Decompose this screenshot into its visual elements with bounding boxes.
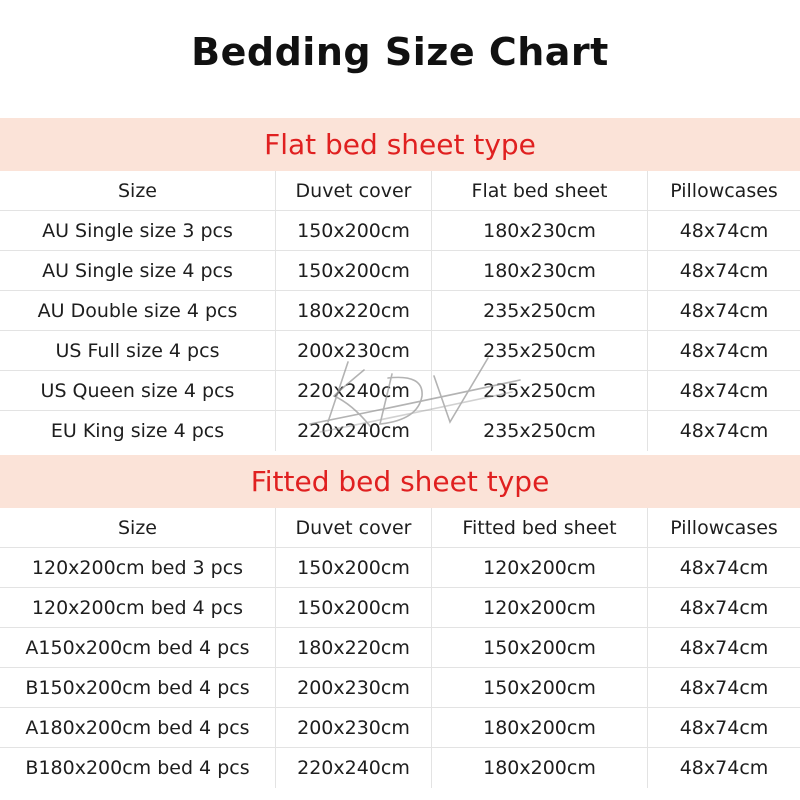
table-cell: 48x74cm	[679, 757, 769, 779]
table-cell: 235x250cm	[432, 371, 648, 411]
table-cell: A180x200cm bed 4 pcs	[0, 708, 276, 748]
table-cell: 235x250cm	[432, 411, 648, 451]
table-cell: 235x250cm	[432, 291, 648, 331]
table-cell: 220x240cm	[276, 371, 432, 411]
table-cell: US Queen size 4 pcs	[0, 371, 276, 411]
table-cell: 48x74cm	[648, 548, 800, 588]
page-title: Bedding Size Chart	[191, 30, 609, 74]
table-cell: 200x230cm	[276, 331, 432, 371]
table-cell: 48x74cm	[648, 211, 800, 251]
table-cell: 180x200cm	[432, 708, 648, 748]
table-cell: 180x220cm	[276, 628, 432, 668]
section-heading-fitted	[0, 455, 800, 508]
table-cell: 48x74cm	[648, 628, 800, 668]
table-cell: 48x74cm	[648, 668, 800, 708]
table-cell: AU Double size 4 pcs	[0, 291, 276, 331]
table-cell: 150x200cm	[276, 548, 432, 588]
table-cell: B150x200cm bed 4 pcs	[0, 668, 276, 708]
table-cell: 120x200cm	[432, 548, 648, 588]
table-cell: 120x200cm bed 4 pcs	[0, 588, 276, 628]
table-cell: 180x200cm	[432, 748, 648, 788]
table-cell: 48x74cm	[679, 420, 769, 442]
table-cell: 150x200cm	[276, 211, 432, 251]
section-heading-flat	[0, 118, 800, 171]
table-cell: 48x74cm	[648, 251, 800, 291]
table-cell: 120x200cm	[432, 588, 648, 628]
table-cell: 150x200cm	[276, 251, 432, 291]
table-cell: 48x74cm	[648, 331, 800, 371]
table-cell: 200x230cm	[276, 668, 432, 708]
column-header: Pillowcases	[648, 508, 800, 548]
column-header: Fitted bed sheet	[432, 508, 648, 548]
flat-sheet-table	[0, 171, 800, 451]
table-cell: 180x220cm	[276, 291, 432, 331]
table-cell: 48x74cm	[648, 291, 800, 331]
table-cell: 235x250cm	[432, 331, 648, 371]
table-cell: EU King size 4 pcs	[0, 411, 276, 451]
table-cell: 200x230cm	[276, 708, 432, 748]
table-cell: 48x74cm	[648, 588, 800, 628]
section-heading-label: Flat bed sheet type	[264, 128, 536, 161]
column-header: Size	[0, 171, 276, 211]
table-cell: 120x200cm bed 3 pcs	[0, 548, 276, 588]
section-heading-label: Fitted bed sheet type	[250, 465, 550, 498]
table-cell: B180x200cm bed 4 pcs	[0, 748, 276, 788]
column-header: Duvet cover	[276, 171, 432, 211]
table-cell: 180x230cm	[432, 211, 648, 251]
column-header: Pillowcases	[648, 171, 800, 211]
table-cell: US Full size 4 pcs	[0, 331, 276, 371]
table-cell: 150x200cm	[276, 588, 432, 628]
table-cell: 150x200cm	[432, 628, 648, 668]
table-cell: 220x240cm	[276, 411, 432, 451]
fitted-sheet-table	[0, 508, 800, 788]
table-cell: A150x200cm bed 4 pcs	[0, 628, 276, 668]
table-cell: AU Single size 3 pcs	[0, 211, 276, 251]
column-header: Size	[0, 508, 276, 548]
column-header: Flat bed sheet	[432, 171, 648, 211]
table-cell: AU Single size 4 pcs	[0, 251, 276, 291]
table-cell: 220x240cm	[276, 748, 432, 788]
table-cell: 180x230cm	[432, 251, 648, 291]
table-cell: 150x200cm	[432, 668, 648, 708]
table-cell: 48x74cm	[648, 371, 800, 411]
column-header: Duvet cover	[276, 508, 432, 548]
table-cell: 48x74cm	[648, 708, 800, 748]
